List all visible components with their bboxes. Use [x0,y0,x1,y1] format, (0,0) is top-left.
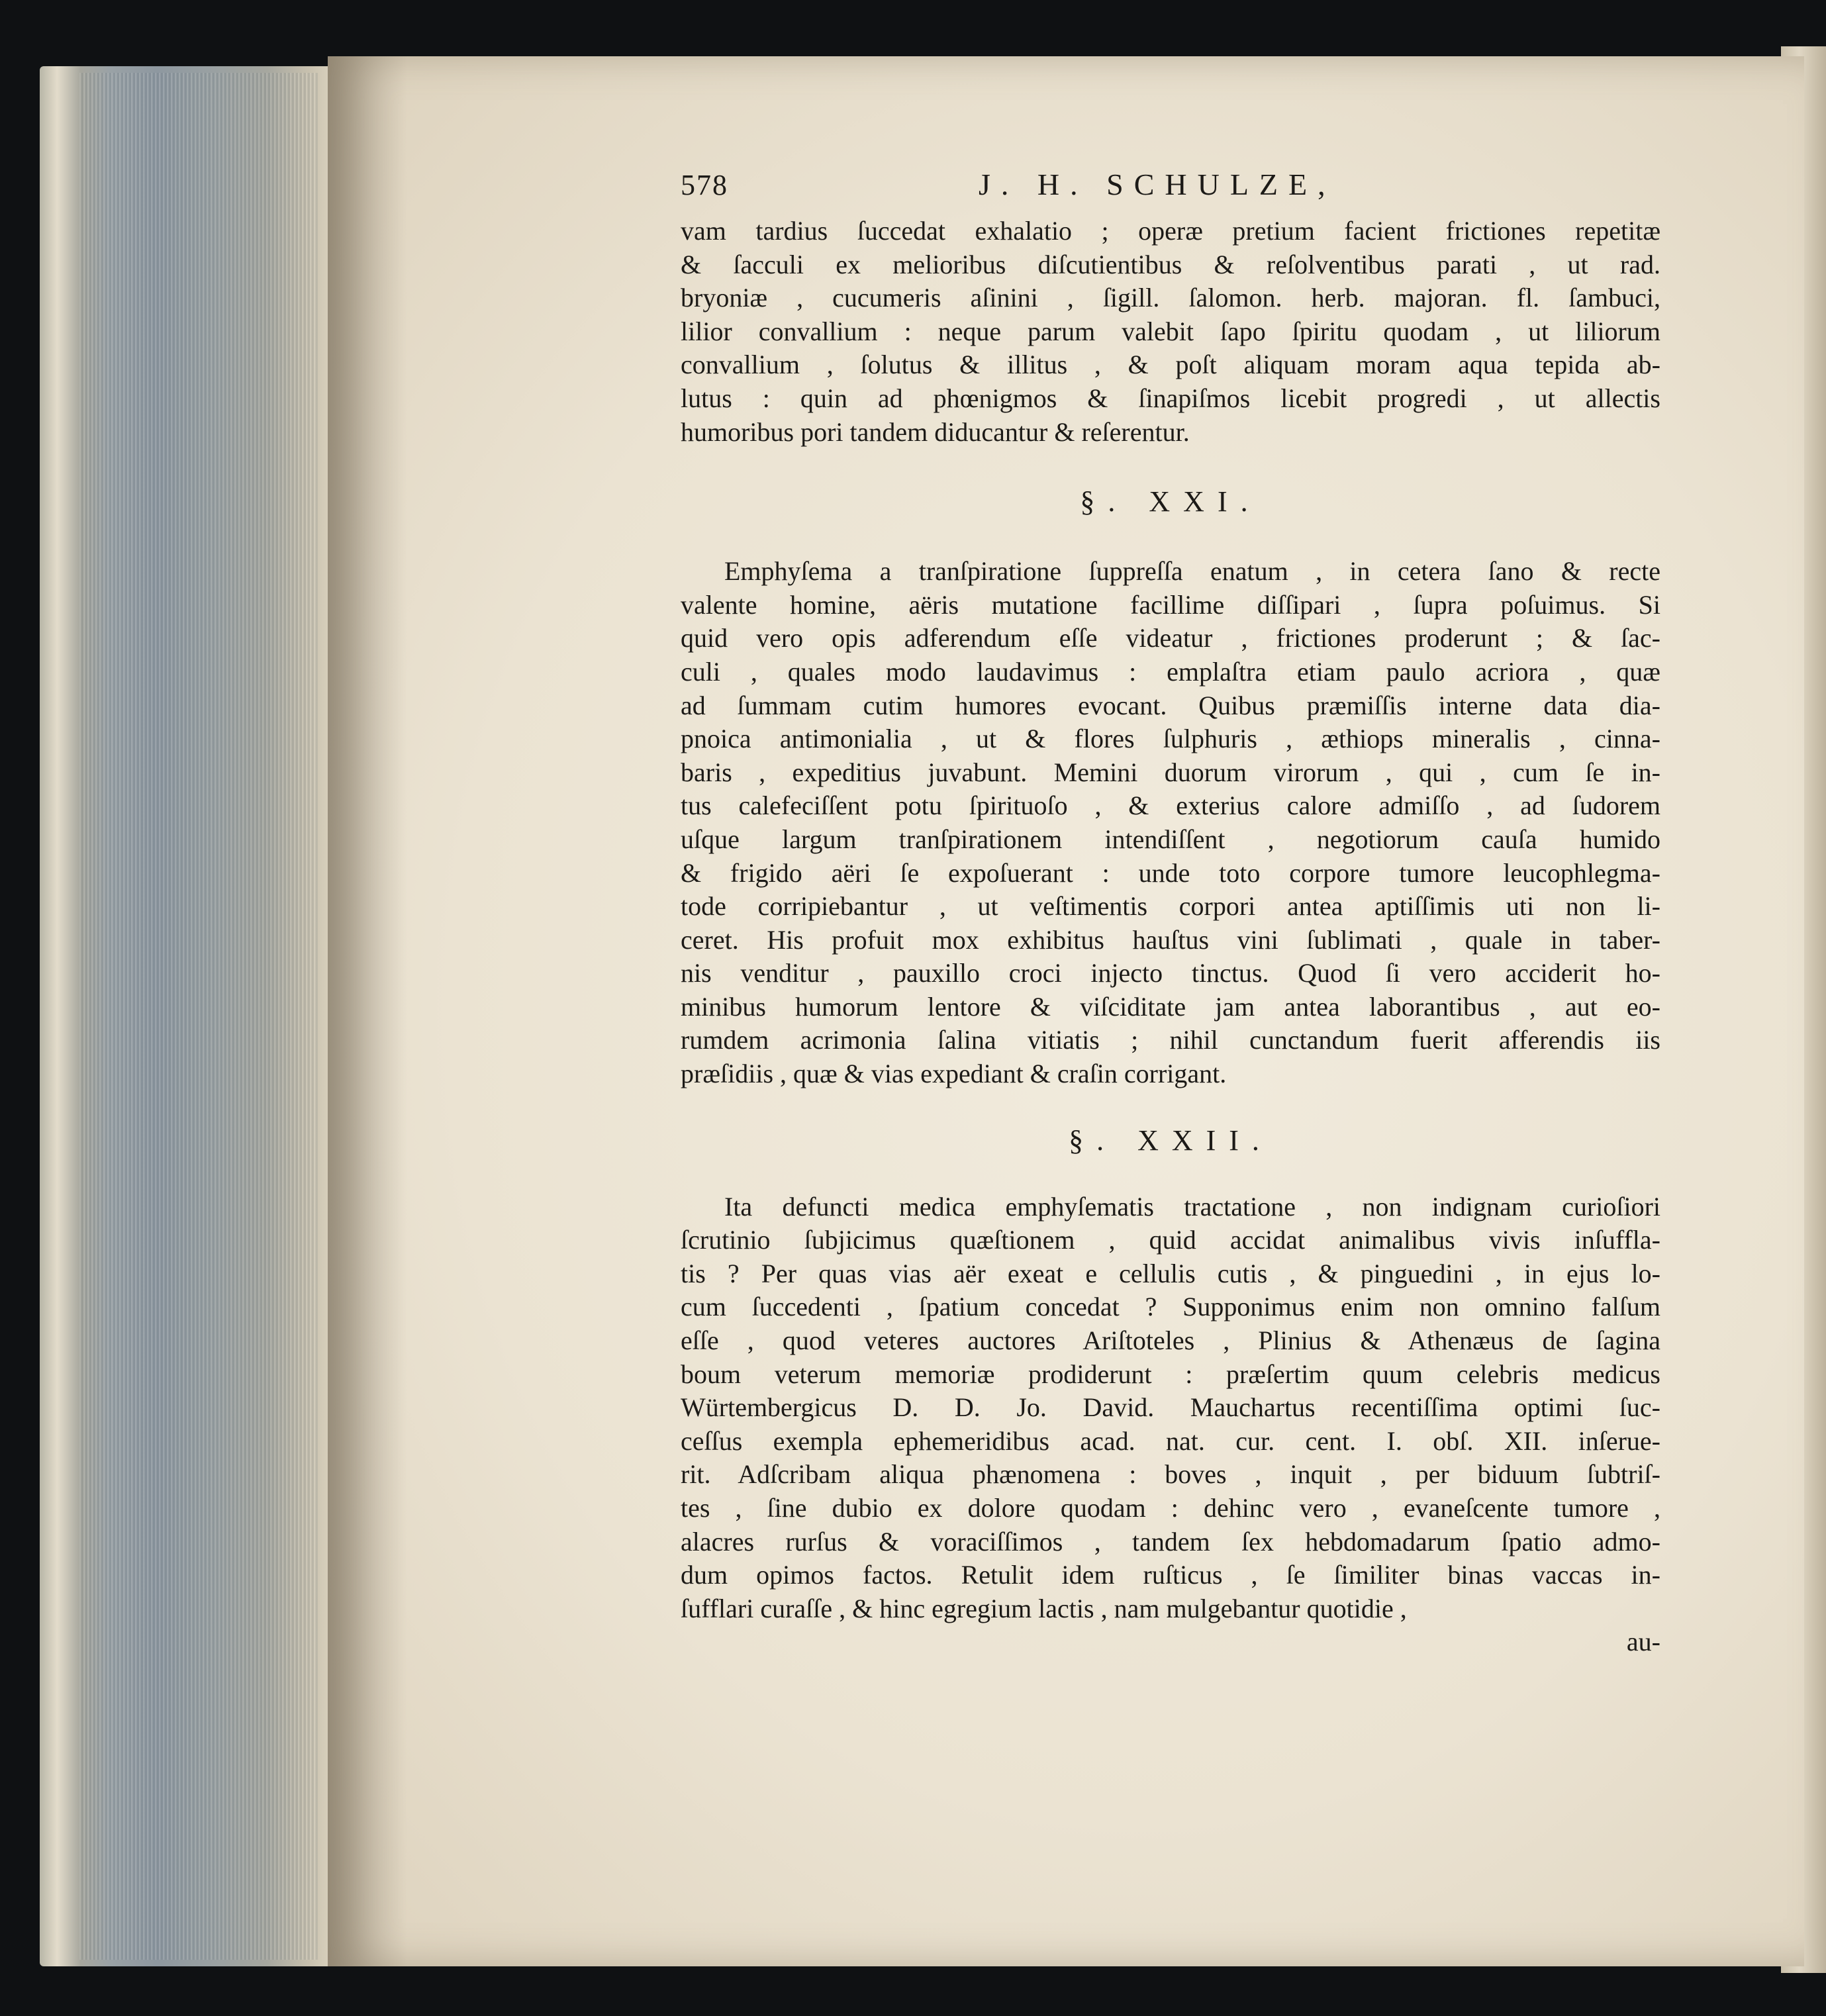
text-line: valente homine, aëris mutatione facillime diſſipari , ſupra poſuimus. Si [681,589,1660,620]
text-line: lilior convallium : neque parum valebit ſapo ſpiritu quodam , ut liliorum [681,316,1660,346]
running-head: J. H. SCHULZE, [979,168,1336,201]
text-line: nis venditur , pauxillo croci injecto tinctus. Quod ſi vero acciderit ho- [681,958,1660,988]
text-line: & ſacculi ex melioribus diſcutientibus & reſolventibus parati , ut rad. [681,249,1660,279]
text-line: ad ſummam cutim humores evocant. Quibus præmiſſis interne data dia- [681,690,1660,720]
text-line: tis ? Per quas vias aër exeat e cellulis cutis , & pinguedini , in ejus lo- [681,1258,1660,1288]
paragraph-3 [681,1190,1660,1626]
text-line: ſcrutinio ſubjicimus quæſtionem , quid accidat animalibus vivis inſuffla- [681,1225,1660,1255]
text-line: Emphyſema a tranſpiratione ſuppreſſa enatum , in cetera ſano & recte [724,556,1660,587]
text-line: humoribus pori tandem diducantur & reſerentur. [681,416,1190,447]
paragraph-1 [681,215,1660,449]
text-line: pnoica antimonialia , ut & flores ſulphuris , æthiops mineralis , cinna- [681,724,1660,754]
text-line: tus calefeciſſent potu ſpirituoſo , & exterius calore admiſſo , ad ſudorem [681,791,1660,821]
text-line: culi , quales modo laudavimus : emplaſtra etiam paulo acriora , quæ [681,656,1660,687]
text-line: ſufflari curaſſe , & hinc egregium lactis , nam mulgebantur quotidie , [681,1593,1407,1623]
text-line: baris , expeditius juvabunt. Memini duorum virorum , qui , cum ſe in- [681,757,1660,787]
text-line: dum opimos factos. Retulit idem ruſticus , ſe ſimiliter binas vaccas in- [681,1560,1660,1590]
text-line: bryoniæ , cucumeris aſinini , ſigill. ſalomon. herb. majoran. fl. ſambuci, [681,283,1660,313]
catchword: au- [1626,1627,1660,1657]
text-line: convallium , ſolutus & illitus , & poſt aliquam moram aqua tepida ab- [681,350,1660,380]
text-line: uſque largum tranſpirationem intendiſſent , negotiorum cauſa humido [681,824,1660,854]
text-line: eſſe , quod veteres auctores Ariſtoteles , Plinius & Athenæus de ſagina [681,1325,1660,1356]
text-line: Würtembergicus D. D. Jo. David. Mauchartus recentiſſima optimi ſuc- [681,1392,1660,1423]
text-line: alacres rurſus & voraciſſimos , tandem ſex hebdomadarum ſpatio admo- [681,1526,1660,1557]
page-stack-texture [79,73,318,1960]
text-line: rit. Adſcribam aliqua phænomena : boves , inquit , per biduum ſubtriſ- [681,1459,1660,1490]
gutter-shadow [328,56,407,1966]
text-line: rumdem acrimonia ſalina vitiatis ; nihil cunctandum fuerit afferendis iis [681,1025,1660,1055]
text-line: & frigido aëri ſe expoſuerant : unde toto corpore tumore leucophlegma- [681,857,1660,888]
section-heading-xxi: §. XXI. [1080,485,1261,518]
text-line: tes , ſine dubio ex dolore quodam : dehinc vero , evaneſcente tumore , [681,1493,1660,1523]
text-line: ceſſus exempla ephemeridibus acad. nat. cur. cent. I. obſ. XII. inſerue- [681,1425,1660,1456]
text-line: Ita defuncti medica emphyſematis tractatione , non indignam curioſiori [724,1191,1660,1222]
text-line: boum veterum memoriæ prodiderunt : præſertim quum celebris medicus [681,1359,1660,1389]
text-line: lutus : quin ad phœnigmos & ſinapiſmos licebit progredi , ut allectis [681,383,1660,413]
text-line: præſidiis , quæ & vias expediant & craſin corrigant. [681,1059,1227,1089]
text-line: vam tardius ſuccedat exhalatio ; operæ pretium facient frictiones repetitæ [681,216,1660,246]
page-text-block [681,167,1660,1658]
text-line: quid vero opis adferendum eſſe videatur , frictiones proderunt ; & ſac- [681,623,1660,653]
text-line: cum ſuccedenti , ſpatium concedat ? Supponimus enim non omnino falſum [681,1292,1660,1322]
text-line: minibus humorum lentore & viſciditate jam antea laborantibus , aut eo- [681,991,1660,1022]
section-heading-xxii: §. XXII. [1069,1124,1273,1157]
page-header [681,167,1660,215]
page-number: 578 [681,169,728,201]
text-line: tode corripiebantur , ut veſtimentis corpori antea aptiſſimis uti non li- [681,891,1660,922]
paragraph-2 [681,555,1660,1091]
text-line: ceret. His profuit mox exhibitus hauſtus vini ſublimati , quale in taber- [681,924,1660,955]
